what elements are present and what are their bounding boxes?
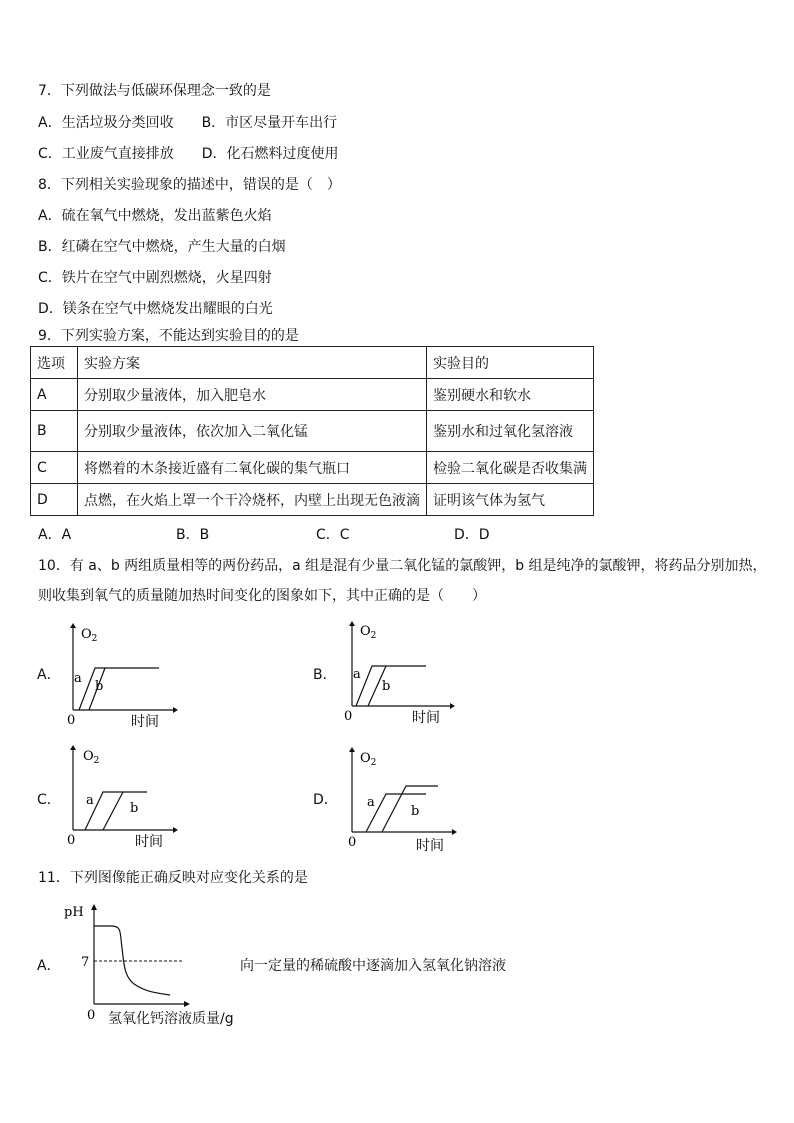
- table-cell: D: [31, 484, 78, 516]
- x-axis-arrow: [173, 827, 178, 833]
- q7-option-a: A．生活垃圾分类回收: [38, 115, 174, 131]
- q7-option-b: B．市区尽量开车出行: [201, 115, 338, 131]
- q7-options-row1: [38, 114, 337, 132]
- x-axis-label: 时间: [416, 838, 444, 854]
- table-row: [31, 347, 594, 379]
- origin-label: 0: [87, 1008, 96, 1023]
- curve-b-line: [382, 786, 438, 832]
- q11-x-axis-label: 氢氧化钙溶液质量/g: [108, 1011, 234, 1027]
- origin-label: 0: [67, 833, 76, 848]
- q11-graph: [60, 898, 240, 1028]
- q11-stem: 11．下列图像能正确反映对应变化关系的是: [38, 870, 308, 886]
- curve-a-label: a: [353, 667, 361, 682]
- q7-option-d: D．化石燃料过度使用: [201, 146, 339, 162]
- curve-b-label: b: [95, 679, 104, 694]
- table-header-cell: 实验目的: [427, 347, 594, 379]
- x-axis-arrow: [184, 1001, 190, 1007]
- ph-7-label: 7: [81, 955, 90, 970]
- curve-a-label: a: [74, 671, 82, 686]
- curve-b-label: b: [382, 679, 391, 694]
- x-axis-arrow: [450, 703, 455, 709]
- q7-option-c: C．工业废气直接排放: [38, 146, 174, 162]
- table-row: [31, 411, 594, 452]
- origin-label: 0: [67, 713, 76, 728]
- x-axis-arrow: [452, 829, 457, 835]
- y-axis-arrow: [349, 621, 355, 626]
- y-axis-label: $O_2$: [360, 751, 377, 768]
- table-cell: C: [31, 452, 78, 484]
- q8-option-b: B．红磷在空气中燃烧，产生大量的白烟: [38, 239, 286, 255]
- table-row: [31, 379, 594, 411]
- q8-stem: 8．下列相关实验现象的描述中，错误的是（ ）: [38, 177, 341, 193]
- q10-stem-line2: 则收集到氧气的质量随加热时间变化的图象如下，其中正确的是（ ）: [38, 588, 486, 604]
- q7-options-row2: [38, 145, 339, 163]
- curve-b-line: [103, 792, 123, 830]
- q8-option-c: C．铁片在空气中剧烈燃烧，火星四射: [38, 270, 272, 286]
- q9-table: [30, 346, 594, 516]
- graph-d-letter: D．: [313, 792, 338, 808]
- table-cell: 将燃着的木条接近盛有二氧化碳的集气瓶口: [78, 452, 427, 484]
- x-axis-label: 时间: [135, 834, 163, 850]
- q11-option-a-description: 向一定量的稀硫酸中逐滴加入氢氧化钠溶液: [240, 958, 506, 974]
- table-cell: 鉴别水和过氧化氢溶液: [427, 411, 594, 452]
- table-row: [31, 484, 594, 516]
- graph-a: [55, 620, 175, 730]
- y-axis-label: $O_2$: [360, 624, 377, 641]
- table-cell: 分别取少量液体，加入肥皂水: [78, 379, 427, 411]
- curve-b-label: b: [130, 801, 139, 816]
- y-axis-label: pH: [64, 905, 84, 920]
- table-header-cell: 选项: [31, 347, 78, 379]
- graph-d: [334, 744, 459, 854]
- q8-option-a: A．硫在氧气中燃烧，发出蓝紫色火焰: [38, 208, 272, 224]
- y-axis-arrow: [91, 904, 97, 910]
- y-axis-arrow: [349, 747, 355, 752]
- graph-a-letter: A．: [37, 667, 61, 683]
- table-cell: B: [31, 411, 78, 452]
- table-cell: 证明该气体为氢气: [427, 484, 594, 516]
- table-cell: 点燃，在火焰上罩一个干冷烧杯，内壁上出现无色液滴: [78, 484, 427, 516]
- q11-option-a-letter: A．: [37, 958, 61, 974]
- curve-a-label: a: [86, 793, 94, 808]
- table-cell: 鉴别硬水和软水: [427, 379, 594, 411]
- y-axis-label: $O_2$: [81, 627, 98, 644]
- curve-b-label: b: [411, 804, 420, 819]
- graph-b: [334, 618, 454, 728]
- x-axis-label: 时间: [412, 710, 440, 726]
- origin-label: 0: [348, 835, 357, 850]
- x-axis-arrow: [173, 707, 178, 713]
- table-cell: 检验二氧化碳是否收集满: [427, 452, 594, 484]
- curve-a-line: [356, 666, 426, 706]
- table-cell: A: [31, 379, 78, 411]
- graph-b-letter: B．: [313, 667, 337, 683]
- table-cell: 分别取少量液体，依次加入二氧化锰: [78, 411, 427, 452]
- q10-stem-line1: 10．有 a、b 两组质量相等的两份药品，a 组是混有少量二氧化锰的氯酸钾，b 组是纯净的氯酸钾，将药品分别加热，: [38, 558, 767, 574]
- y-axis-label: $O_2$: [83, 749, 100, 766]
- q9-answer-a: A．A: [38, 527, 72, 543]
- origin-label: 0: [344, 709, 353, 724]
- table-header-cell: 实验方案: [78, 347, 427, 379]
- q7-stem: 7．下列做法与低碳环保理念一致的是: [38, 83, 271, 99]
- x-axis-label: 时间: [131, 714, 159, 730]
- table-row: [31, 452, 594, 484]
- q9-stem: 9．下列实验方案，不能达到实验目的的是: [38, 328, 299, 344]
- q9-answer-c: C．C: [316, 527, 350, 543]
- graph-c: [55, 742, 175, 852]
- y-axis-arrow: [70, 745, 76, 750]
- q9-answer-d: D．D: [454, 527, 490, 543]
- q9-answer-b: B．B: [176, 527, 210, 543]
- curve-a-label: a: [367, 795, 375, 810]
- graph-c-letter: C．: [37, 792, 61, 808]
- q8-option-d: D．镁条在空气中燃烧发出耀眼的白光: [38, 301, 273, 317]
- y-axis-arrow: [70, 623, 76, 628]
